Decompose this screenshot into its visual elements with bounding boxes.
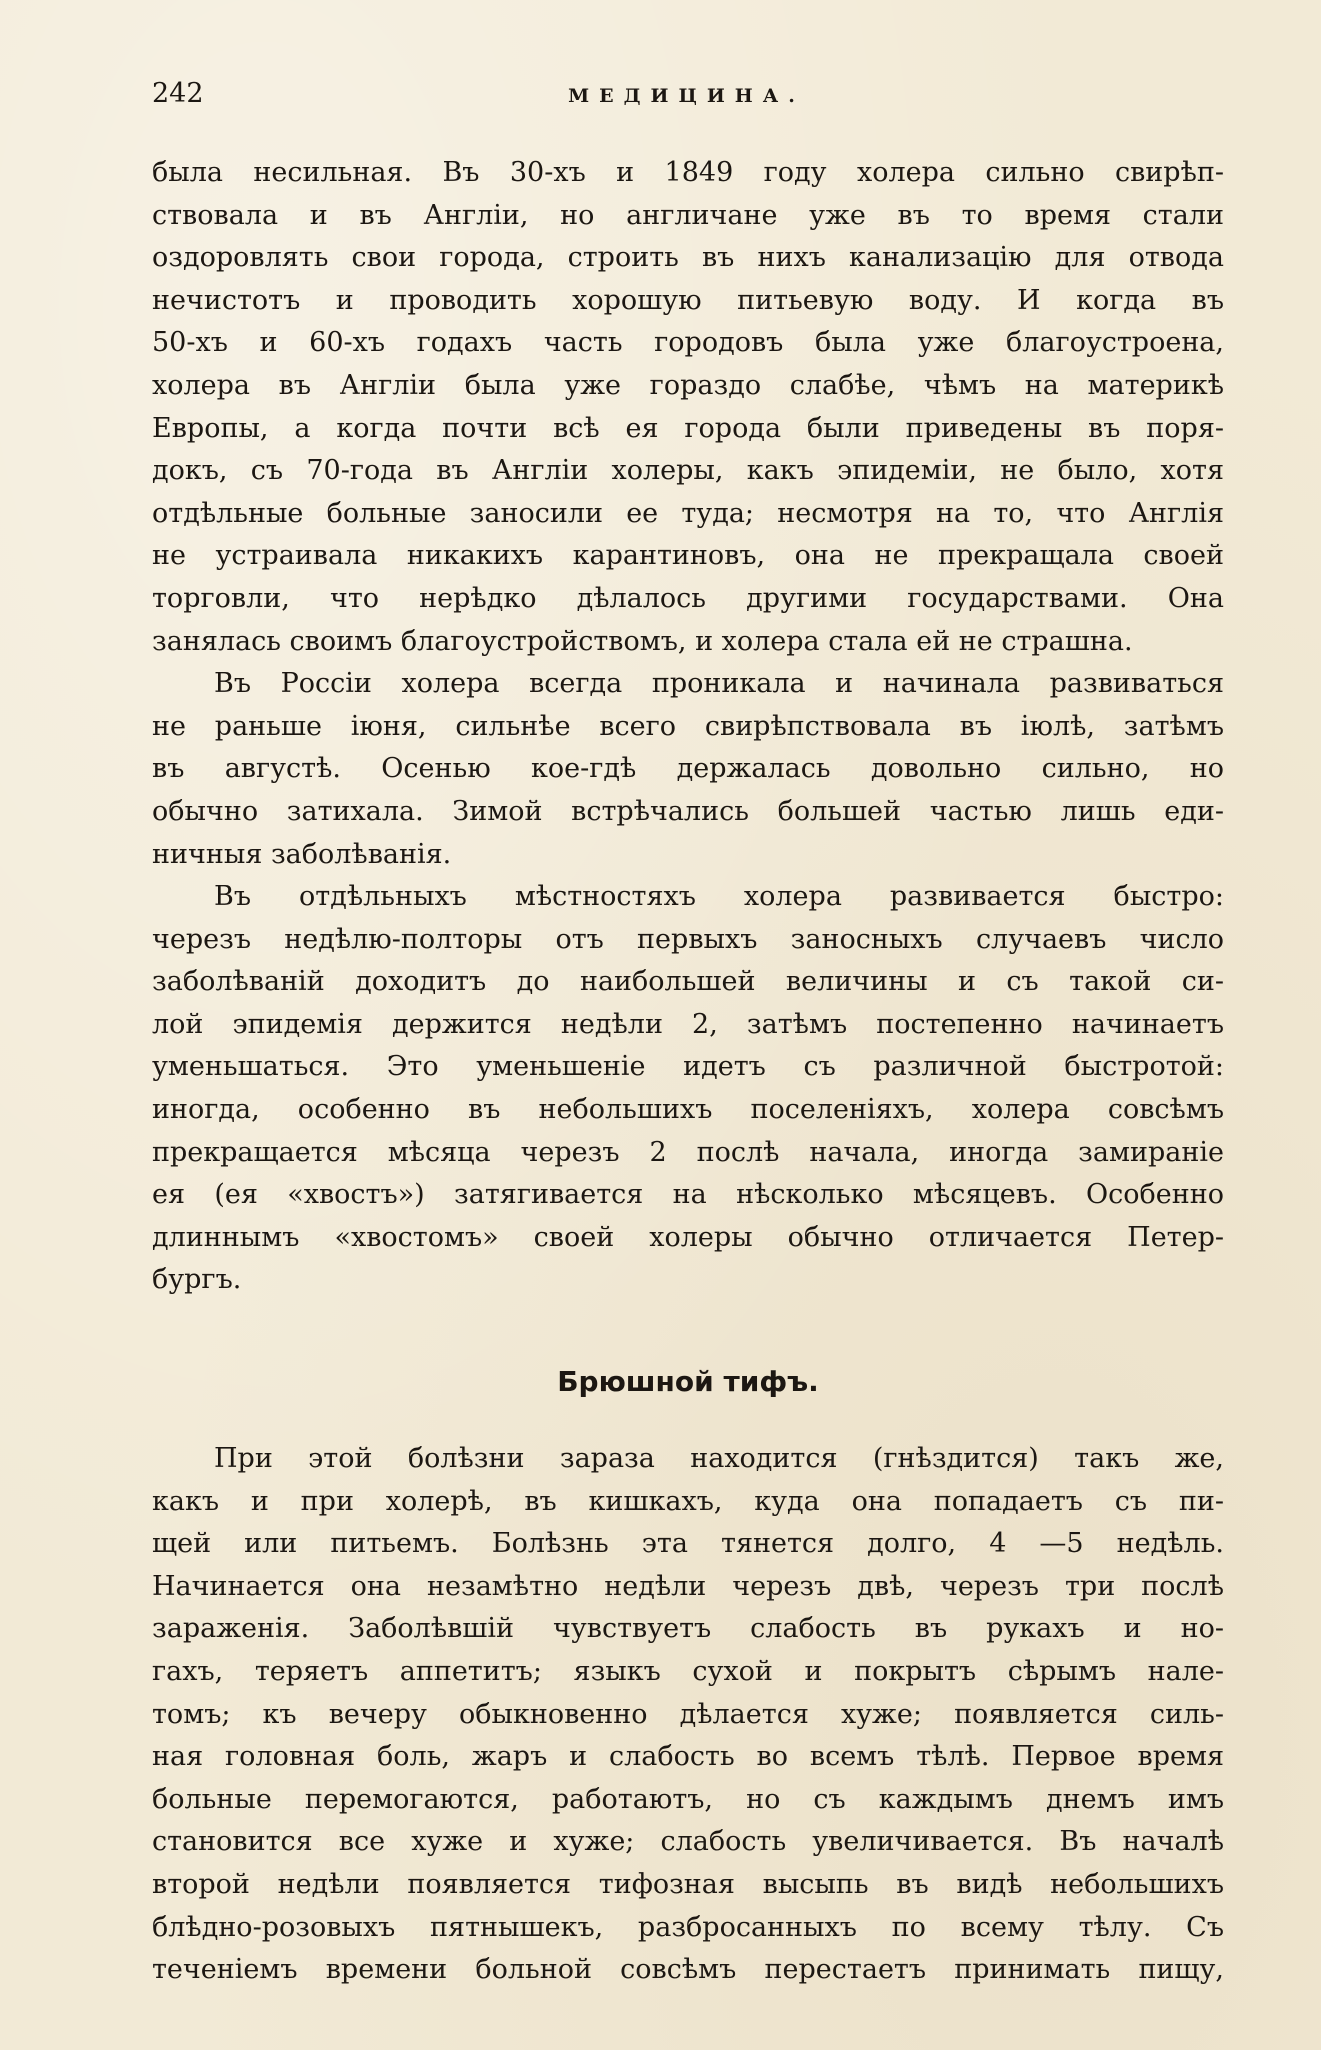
text-line: становится все хуже и хуже; слабость увеличивается. Въ началѣ	[152, 1826, 1224, 1858]
text-line: не раньше іюня, сильнѣе всего свирѣпствовала въ іюлѣ, затѣмъ	[152, 710, 1224, 742]
text-line: бургъ.	[152, 1264, 242, 1296]
text-line: иногда, особенно въ небольшихъ поселеніяхъ, холера совсѣмъ	[152, 1094, 1224, 1126]
text-line: была несильная. Въ 30-хъ и 1849 году холера сильно свирѣп-	[152, 157, 1224, 188]
text-line: заболѣваній доходитъ до наибольшей величины и съ такой си-	[152, 966, 1224, 998]
text-line: гахъ, теряетъ аппетитъ; языкъ сухой и покрытъ сѣрымъ нале-	[152, 1656, 1224, 1687]
text-line: теченіемъ времени больной совсѣмъ перестаетъ принимать пищу,	[152, 1954, 1224, 1986]
paragraph-cholera-localities	[152, 876, 1224, 1302]
text-line: не устраивала никакихъ карантиновъ, она не прекращала своей	[152, 540, 1224, 572]
text-line: докъ, съ 70-года въ Англіи холеры, какъ эпидеміи, не было, хотя	[152, 455, 1224, 487]
body-text	[152, 152, 1224, 1992]
text-line: 50-хъ и 60-хъ годахъ часть городовъ была уже благоустроена,	[152, 327, 1224, 359]
text-line: щей или питьемъ. Болѣзнь эта тянется долго, 4 —5 недѣль.	[152, 1528, 1224, 1560]
section-title: Брюшной тифъ.	[557, 1365, 819, 1399]
text-line: прекращается мѣсяца черезъ 2 послѣ начала, иногда замираніе	[152, 1136, 1224, 1168]
text-line: оздоровлять свои города, строить въ нихъ канализацію для отвода	[152, 242, 1224, 274]
text-line: торговли, что нерѣдко дѣлалось другими государствами. Она	[152, 582, 1224, 614]
text-line: какъ и при холерѣ, въ кишкахъ, куда она попадаетъ съ пи-	[152, 1485, 1224, 1517]
text-line: холера въ Англіи была уже гораздо слабѣе, чѣмъ на материкѣ	[152, 369, 1224, 401]
text-line: обычно затихала. Зимой встрѣчались большей частью лишь еди-	[152, 795, 1224, 827]
text-line: черезъ недѣлю-полторы отъ первыхъ заносныхъ случаевъ число	[152, 923, 1224, 955]
text-line: нечистотъ и проводить хорошую питьевую воду. И когда въ	[152, 284, 1224, 316]
text-line: Въ Россіи холера всегда проникала и начинала развиваться	[214, 668, 1224, 700]
text-line: второй недѣли появляется тифозная высыпь въ видѣ небольшихъ	[152, 1868, 1224, 1900]
text-line: длиннымъ «хвостомъ» своей холеры обычно отличается Петер-	[152, 1221, 1224, 1253]
text-line: больные перемогаются, работаютъ, но съ каждымъ днемъ имъ	[152, 1783, 1224, 1815]
running-title: МЕДИЦИНА.	[568, 85, 805, 107]
text-line: ничныя заболѣванія.	[152, 838, 452, 870]
page-number: 242	[152, 78, 204, 109]
text-line: отдѣльные больные заносили ее туда; несмотря на то, что Англія	[152, 497, 1224, 529]
text-line: Въ отдѣльныхъ мѣстностяхъ холера развивается быстро:	[214, 881, 1224, 913]
text-line: блѣдно-розовыхъ пятнышекъ, разбросанныхъ по всему тѣлу. Съ	[152, 1911, 1224, 1943]
paragraph-cholera-england	[152, 152, 1224, 663]
text-line: ея (ея «хвостъ») затягивается на нѣсколько мѣсяцевъ. Особенно	[152, 1179, 1224, 1211]
text-line: ствовала и въ Англіи, но англичане уже въ то время стали	[152, 199, 1224, 231]
text-line: въ августѣ. Осенью кое-гдѣ держалась довольно сильно, но	[152, 753, 1224, 785]
text-line: томъ; къ вечеру обыкновенно дѣлается хуже; появляется силь-	[152, 1698, 1224, 1730]
text-line: При этой болѣзни зараза находится (гнѣздится) такъ же,	[214, 1443, 1224, 1475]
text-line: занялась своимъ благоустройствомъ, и холера стала ей не страшна.	[152, 625, 1133, 657]
text-line: лой эпидемія держится недѣли 2, затѣмъ постепенно начинаетъ	[152, 1008, 1224, 1040]
text-line: ная головная боль, жаръ и слабость во всемъ тѣлѣ. Первое время	[152, 1741, 1224, 1773]
text-line: Европы, а когда почти всѣ ея города были приведены въ поря-	[152, 412, 1224, 444]
paragraph-cholera-russia	[152, 663, 1224, 876]
paragraph-typhoid	[152, 1438, 1224, 1992]
text-line: зараженія. Заболѣвшій чувствуетъ слабость въ рукахъ и но-	[152, 1613, 1224, 1645]
text-line: Начинается она незамѣтно недѣли черезъ двѣ, черезъ три послѣ	[152, 1570, 1224, 1602]
text-line: уменьшаться. Это уменьшеніе идетъ съ различной быстротой:	[152, 1051, 1224, 1083]
running-header	[152, 76, 1221, 116]
